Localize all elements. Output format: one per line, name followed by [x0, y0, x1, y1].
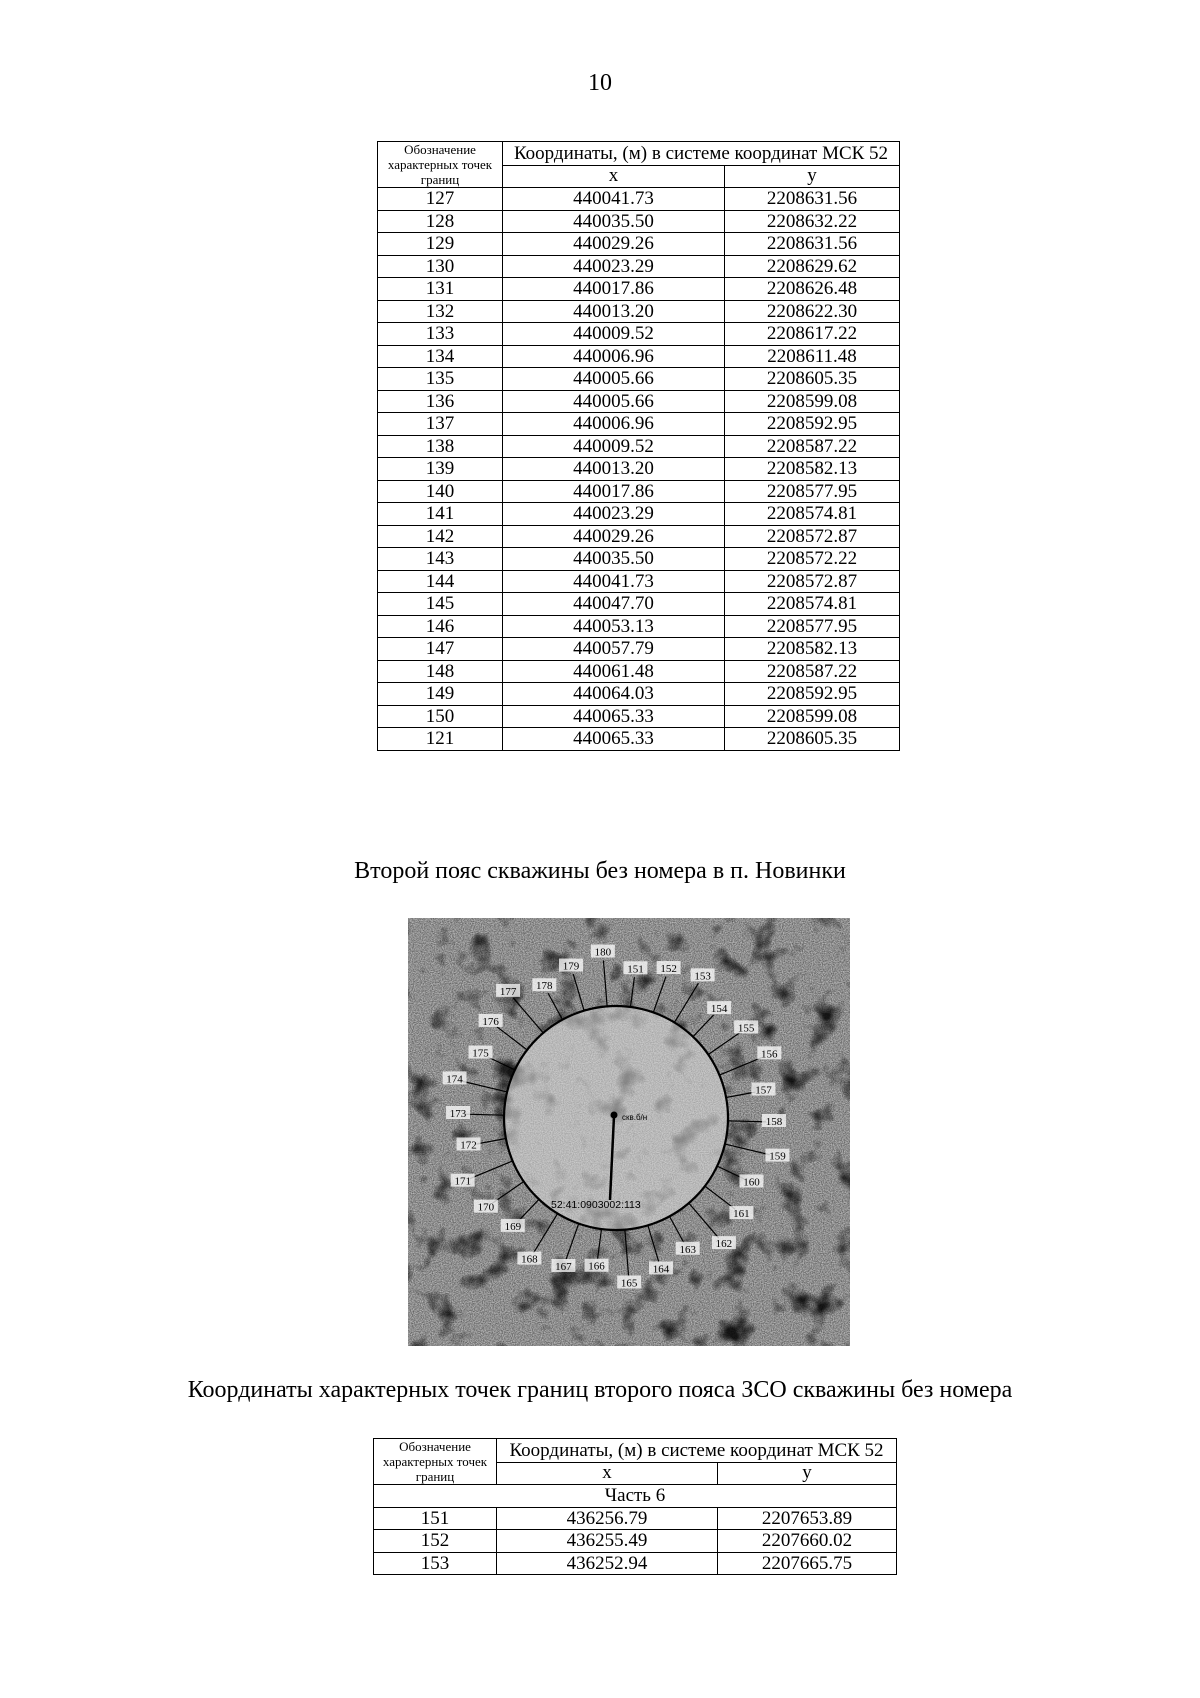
- point-cell: 128: [378, 210, 503, 233]
- point-label: 160: [743, 1176, 760, 1189]
- x-cell: 440013.20: [503, 458, 725, 481]
- point-cell: 139: [378, 458, 503, 481]
- cadastral-number-label: 52:41:0903002:113: [551, 1199, 641, 1211]
- point-label: 169: [504, 1220, 522, 1233]
- coordinates-table-1: [377, 141, 900, 751]
- point-cell: 146: [378, 615, 503, 638]
- x-cell: 440006.96: [503, 345, 725, 368]
- y-cell: 2208577.95: [725, 615, 900, 638]
- point-label: 173: [449, 1108, 467, 1121]
- y-cell: 2208574.81: [725, 593, 900, 616]
- point-label: 155: [737, 1022, 755, 1035]
- table-row: [378, 255, 900, 278]
- point-label: 180: [594, 946, 612, 959]
- table-row: [378, 728, 900, 751]
- zone-map: [408, 918, 850, 1346]
- point-cell: 134: [378, 345, 503, 368]
- point-cell: 129: [378, 233, 503, 256]
- table-row: [378, 458, 900, 481]
- x-cell: 440023.29: [503, 255, 725, 278]
- point-label: 162: [715, 1238, 733, 1251]
- well-marker: [611, 1112, 618, 1119]
- table-row: [378, 278, 900, 301]
- table-row: [378, 480, 900, 503]
- point-cell: 131: [378, 278, 503, 301]
- y-cell: 2208631.56: [725, 188, 900, 211]
- section-title-second-zone: Второй пояс скважины без номера в п. Новинки: [354, 858, 846, 884]
- y-cell: 2208572.87: [725, 525, 900, 548]
- table2-body: [374, 1485, 897, 1575]
- point-label: 167: [555, 1260, 572, 1273]
- point-cell: 138: [378, 435, 503, 458]
- point-cell: 132: [378, 300, 503, 323]
- point-label: 151: [627, 963, 644, 976]
- x-cell: 440035.50: [503, 548, 725, 571]
- point-cell: 127: [378, 188, 503, 211]
- x-cell: 440006.96: [503, 413, 725, 436]
- x-cell: 440064.03: [503, 683, 725, 706]
- point-label: 175: [472, 1047, 489, 1060]
- point-cell: 137: [378, 413, 503, 436]
- y-cell: 2208587.22: [725, 660, 900, 683]
- point-label: 179: [562, 960, 580, 973]
- y-cell: 2208631.56: [725, 233, 900, 256]
- point-cell: 147: [378, 638, 503, 661]
- point-label: 171: [454, 1175, 471, 1188]
- table2-part-row: [374, 1485, 897, 1508]
- point-label: 157: [755, 1084, 772, 1097]
- y-cell: 2208582.13: [725, 638, 900, 661]
- point-label: 166: [588, 1260, 605, 1273]
- table-row: [378, 300, 900, 323]
- table2-x-header: x: [497, 1462, 718, 1484]
- y-cell: 2208629.62: [725, 255, 900, 278]
- y-cell: 2208599.08: [725, 390, 900, 413]
- point-label: 152: [660, 963, 677, 976]
- point-label: 161: [733, 1208, 750, 1221]
- point-cell: 145: [378, 593, 503, 616]
- point-cell: 136: [378, 390, 503, 413]
- table2-part-label: Часть 6: [374, 1485, 897, 1508]
- table2-coords-header: Координаты, (м) в системе координат МСК 52: [497, 1439, 897, 1463]
- point-label: 164: [652, 1263, 670, 1276]
- table1-body: [378, 188, 900, 751]
- x-cell: 440017.86: [503, 278, 725, 301]
- y-cell: 2208587.22: [725, 435, 900, 458]
- point-cell: 143: [378, 548, 503, 571]
- table-row: [378, 368, 900, 391]
- x-cell: 440035.50: [503, 210, 725, 233]
- point-label: 165: [620, 1277, 638, 1290]
- page-number: 10: [588, 70, 612, 96]
- point-cell: 151: [374, 1507, 497, 1530]
- y-cell: 2208592.95: [725, 413, 900, 436]
- x-cell: 440065.33: [503, 705, 725, 728]
- table-row: [378, 705, 900, 728]
- point-cell: 150: [378, 705, 503, 728]
- x-cell: 436252.94: [497, 1552, 718, 1575]
- y-cell: 2208622.30: [725, 300, 900, 323]
- table1-coords-header: Координаты, (м) в системе координат МСК 52: [503, 142, 900, 166]
- y-cell: 2208592.95: [725, 683, 900, 706]
- point-label: 159: [769, 1150, 786, 1163]
- table-row: [374, 1507, 897, 1530]
- point-label: 172: [460, 1139, 477, 1152]
- zone-map-figure: [408, 918, 850, 1346]
- y-cell: 2208617.22: [725, 323, 900, 346]
- y-cell: 2208582.13: [725, 458, 900, 481]
- x-cell: 440017.86: [503, 480, 725, 503]
- table-row: [378, 548, 900, 571]
- point-cell: 141: [378, 503, 503, 526]
- x-cell: 440009.52: [503, 435, 725, 458]
- table2-label-header: Обозначение характерных точек границ: [374, 1439, 497, 1485]
- table-row: [378, 233, 900, 256]
- x-cell: 440047.70: [503, 593, 725, 616]
- x-cell: 440061.48: [503, 660, 725, 683]
- x-cell: 440029.26: [503, 525, 725, 548]
- table-row: [374, 1552, 897, 1575]
- point-cell: 133: [378, 323, 503, 346]
- x-cell: 440057.79: [503, 638, 725, 661]
- point-cell: 153: [374, 1552, 497, 1575]
- point-cell: 130: [378, 255, 503, 278]
- point-label: 156: [761, 1048, 778, 1061]
- coordinates-table-2: [373, 1438, 897, 1575]
- zone-boundary-circle: [504, 1006, 728, 1230]
- point-cell: 144: [378, 570, 503, 593]
- point-label: 158: [765, 1115, 783, 1128]
- table-row: [378, 525, 900, 548]
- y-cell: 2207665.75: [718, 1552, 897, 1575]
- x-cell: 436256.79: [497, 1507, 718, 1530]
- y-cell: 2208599.08: [725, 705, 900, 728]
- section-title-coordinates: Координаты характерных точек границ второго пояса ЗСО скважины без номера: [187, 1377, 1013, 1403]
- table-row: [378, 210, 900, 233]
- x-cell: 440009.52: [503, 323, 725, 346]
- y-cell: 2207660.02: [718, 1530, 897, 1553]
- table-row: [378, 503, 900, 526]
- y-cell: 2208577.95: [725, 480, 900, 503]
- point-cell: 121: [378, 728, 503, 751]
- table-row: [378, 615, 900, 638]
- point-label: 178: [536, 980, 553, 993]
- table-row: [378, 345, 900, 368]
- table-row: [374, 1530, 897, 1553]
- y-cell: 2208632.22: [725, 210, 900, 233]
- point-label: 163: [679, 1243, 696, 1256]
- point-label: 174: [446, 1073, 463, 1086]
- y-cell: 2208626.48: [725, 278, 900, 301]
- point-cell: 152: [374, 1530, 497, 1553]
- point-cell: 135: [378, 368, 503, 391]
- table-row: [378, 593, 900, 616]
- point-label: 154: [710, 1003, 728, 1016]
- x-cell: 440023.29: [503, 503, 725, 526]
- y-cell: 2208605.35: [725, 728, 900, 751]
- table-row: [378, 435, 900, 458]
- point-cell: 142: [378, 525, 503, 548]
- y-cell: 2207653.89: [718, 1507, 897, 1530]
- x-cell: 440053.13: [503, 615, 725, 638]
- point-cell: 149: [378, 683, 503, 706]
- table1-x-header: x: [503, 165, 725, 187]
- x-cell: 440013.20: [503, 300, 725, 323]
- point-label: 153: [694, 970, 711, 983]
- table-row: [378, 323, 900, 346]
- table-row: [378, 390, 900, 413]
- y-cell: 2208605.35: [725, 368, 900, 391]
- x-cell: 440005.66: [503, 390, 725, 413]
- point-cell: 140: [378, 480, 503, 503]
- point-label: 170: [477, 1201, 495, 1214]
- y-cell: 2208572.87: [725, 570, 900, 593]
- y-cell: 2208611.48: [725, 345, 900, 368]
- y-cell: 2208574.81: [725, 503, 900, 526]
- y-cell: 2208572.22: [725, 548, 900, 571]
- point-label: 168: [521, 1253, 538, 1266]
- table2-y-header: y: [718, 1462, 897, 1484]
- table-row: [378, 683, 900, 706]
- table-row: [378, 570, 900, 593]
- point-label: 177: [499, 985, 517, 998]
- x-cell: 436255.49: [497, 1530, 718, 1553]
- table1-y-header: y: [725, 165, 900, 187]
- point-label: 176: [482, 1015, 499, 1028]
- table1-label-header: Обозначение характерных точек границ: [378, 142, 503, 188]
- x-cell: 440005.66: [503, 368, 725, 391]
- well-label: скв.б/н: [622, 1113, 648, 1122]
- table-row: [378, 413, 900, 436]
- table-row: [378, 638, 900, 661]
- table-row: [378, 188, 900, 211]
- point-cell: 148: [378, 660, 503, 683]
- x-cell: 440041.73: [503, 570, 725, 593]
- x-cell: 440065.33: [503, 728, 725, 751]
- x-cell: 440029.26: [503, 233, 725, 256]
- x-cell: 440041.73: [503, 188, 725, 211]
- table-row: [378, 660, 900, 683]
